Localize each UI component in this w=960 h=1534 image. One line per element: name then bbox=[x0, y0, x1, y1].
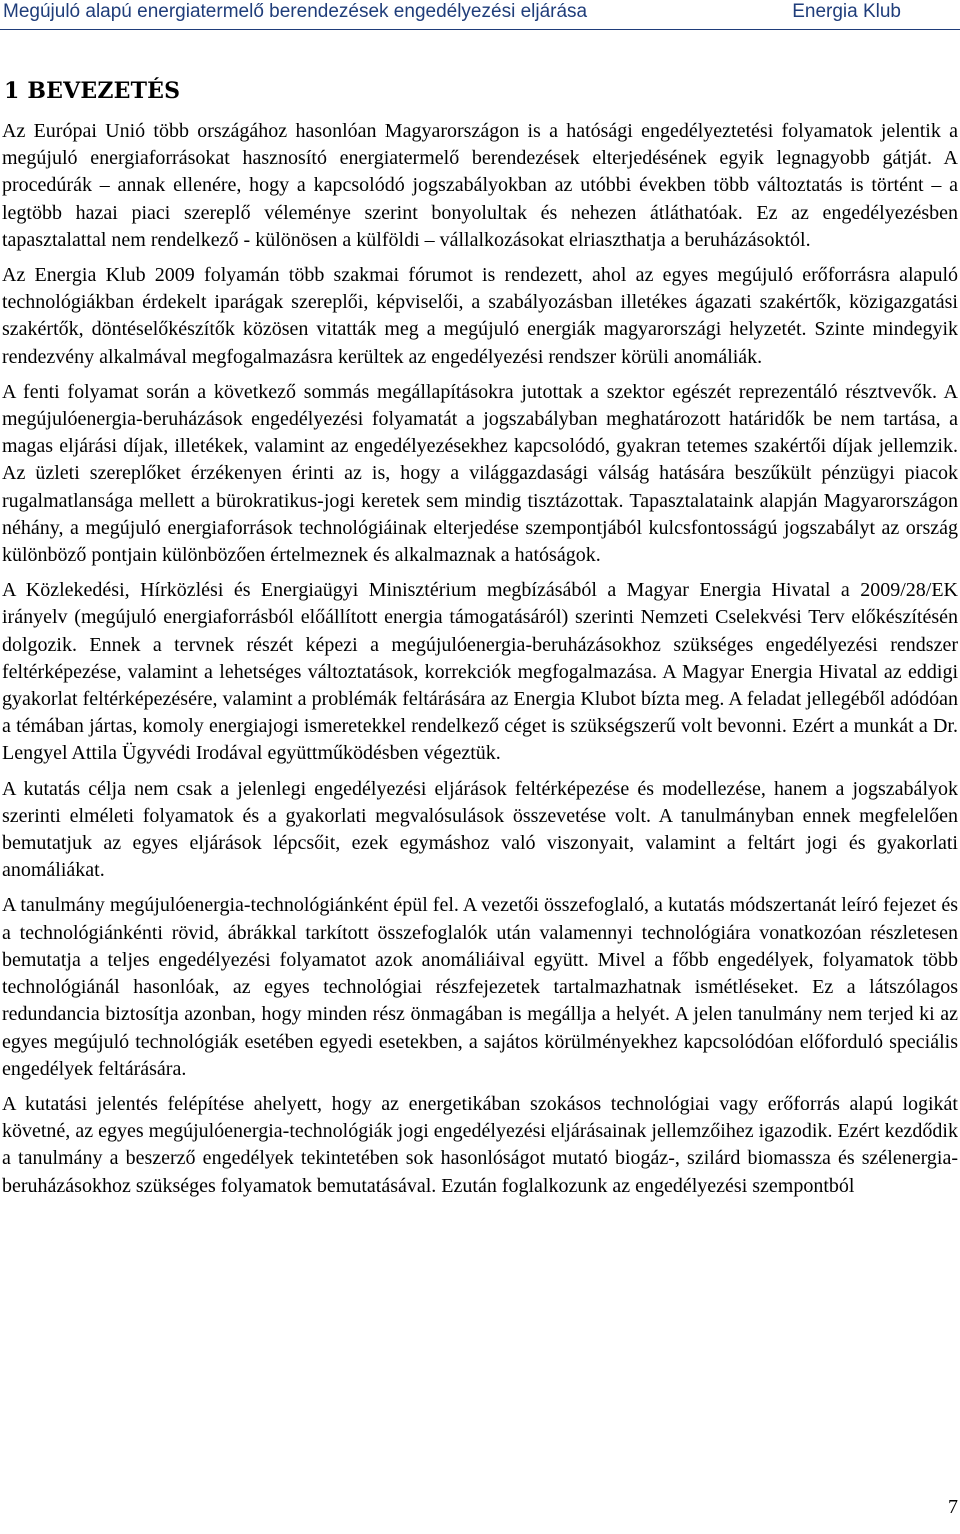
paragraph: A fenti folyamat során a következő sommás megállapításokra jutottak a szektor egészét reprezentáló résztvevők. A megújulóenergia-beruházások engedélyezési folyamatát a jogszabályban meghatározott határidők be nem tartása, a magas eljárási díjak, illetékek, valamint az engedélyezésekhez kapcsolódó, gyakran tetemes szakértői díjak jellemzik. Az üzleti szereplőket érzékenyen érinti az is, hogy a világgazdasági válság hatására beszűkült pénzügyi piacok rugalmatlansága mellett a bürokratikus-jogi keretek sem mindig tisztázottak. Tapasztalataink alapján Magyarországon néhány, a megújuló energiaforrások technológiáinak elterjedése szempontjából kulcsfontosságú jogszabályt az ország különböző pontjain különbözően értelmeznek és alkalmaznak a hatóságok. bbox=[2, 380, 958, 567]
paragraph: A Közlekedési, Hírközlési és Energiaügyi Minisztérium megbízásából a Magyar Energia Hivatal a 2009/28/EK irányelv (megújuló energiaforrásból előállított energia támogatásáról) szerinti Nemzeti Cselekvési Terv előkészítésén dolgozik. Ennek a tervnek részét képezi a megújulóenergia-beruházásokhoz szükséges engedélyezési rendszer feltérképezése, valamint a lehetséges változtatások, korrekciók megfogalmazása. A Magyar Energia Hivatal az eddigi gyakorlat feltérképezésére, valamint a problémák feltárására az Energia Klubot bízta meg. A feladat jellegéből adódóan a témában jártas, komoly energiajogi ismeretekkel rendelkező céget is szükségszerű volt bevonni. Ezért a munkát a Dr. Lengyel Attila Ügyvédi Irodával együttműködésben végeztük. bbox=[2, 579, 958, 765]
paragraph: A kutatási jelentés felépítése ahelyett, hogy az energetikában szokásos technológiai vagy erőforrás alapú logikát követné, az egyes megújulóenergia-technológiák jogi engedélyezési eljárásainak jellemzőihez igazodik. Ezért kezdődik a tanulmány a beszerző engedélyek tekintetében sok hasonlóságot mutató biogáz-, szilárd biomassza és szélenergia-beruházásokhoz szükséges folyamatok bemutatásával. Ezután foglalkozunk az engedélyezési szempontból bbox=[2, 1092, 958, 1197]
paragraph: Az Energia Klub 2009 folyamán több szakmai fórumot is rendezett, ahol az egyes megújuló erőforrásra alapuló technológiákban érdekelt iparágak szereplői, képviselői, a szabályozásban illetékes ágazati szakértők, közigazgatási szakértők, döntéselőkészítők közösen vitatták meg a megújuló energiák magyarországi helyzetét. Szinte mindegyik rendezvény alkalmával megfogalmazásra kerültek az engedélyezési rendszer körüli anomáliák. bbox=[2, 264, 958, 368]
paragraph: A tanulmány megújulóenergia-technológiánként épül fel. A vezetői összefoglaló, a kutatás módszertanát leíró fejezet és a technológiánkénti rövid, ábrákkal tarkított összefoglalók után valamennyi technológiára vonatkozóan részletesen bemutatja a teljes engedélyezési folyamatot azok anomáliáival együtt. Mivel a főbb engedélyek, folyamatok több technológiánál hasonlóak, az egyes technológiai részfejezetek tartalmazhatnak ismétléseket. Ez a látszólagos redundancia biztosítja azonban, hogy minden rész önmagában is megállja a helyét. A jelen tanulmány nem terjed ki az egyes megújuló technológiák esetében egyedi esetekben, a sajátos körülményekhez kapcsolódóan előforduló speciális engedélyek feltárására. bbox=[2, 894, 958, 1080]
paragraph: A kutatás célja nem csak a jelenlegi engedélyezési eljárások feltérképezése és modellezése, hanem a jogszabályok szerinti elméleti folyamatok és a gyakorlati megvalósulások összevetése volt. A tanulmányban ennek megfelelően bemutatjuk az egyes eljárások lépcsőit, ezek egymáshoz való viszonyait, valamint a feltárt jogi és gyakorlati anomáliákat. bbox=[2, 777, 958, 882]
document-title: Megújuló alapú energiatermelő berendezések engedélyezési eljárása bbox=[3, 1, 588, 22]
header-divider bbox=[0, 29, 960, 30]
running-header bbox=[0, 0, 960, 28]
section-heading: 1 BEVEZETÉS bbox=[4, 78, 181, 104]
organization-name: Energia Klub bbox=[792, 1, 901, 22]
page-number: 7 bbox=[948, 1496, 958, 1518]
body-text bbox=[2, 118, 958, 1208]
paragraph: Az Európai Unió több országához hasonlóan Magyarországon is a hatósági engedélyeztetési folyamatok jelentik a megújuló energiaforrásokat hasznosító energiatermelő berendezések elterjedésének egyik legnagyobb gátját. A procedúrák – annak ellenére, hogy a kapcsolódó jogszabályokban az utóbbi években több változtatás is történt – a legtöbb hazai piaci szereplő véleménye szerint bonyolultak és nehezen átláthatóak. Ez az engedélyezésben tapasztalattal nem rendelkező - különösen a külföldi – vállalkozásokat elriaszthatja a beruházásoktól. bbox=[2, 120, 958, 251]
